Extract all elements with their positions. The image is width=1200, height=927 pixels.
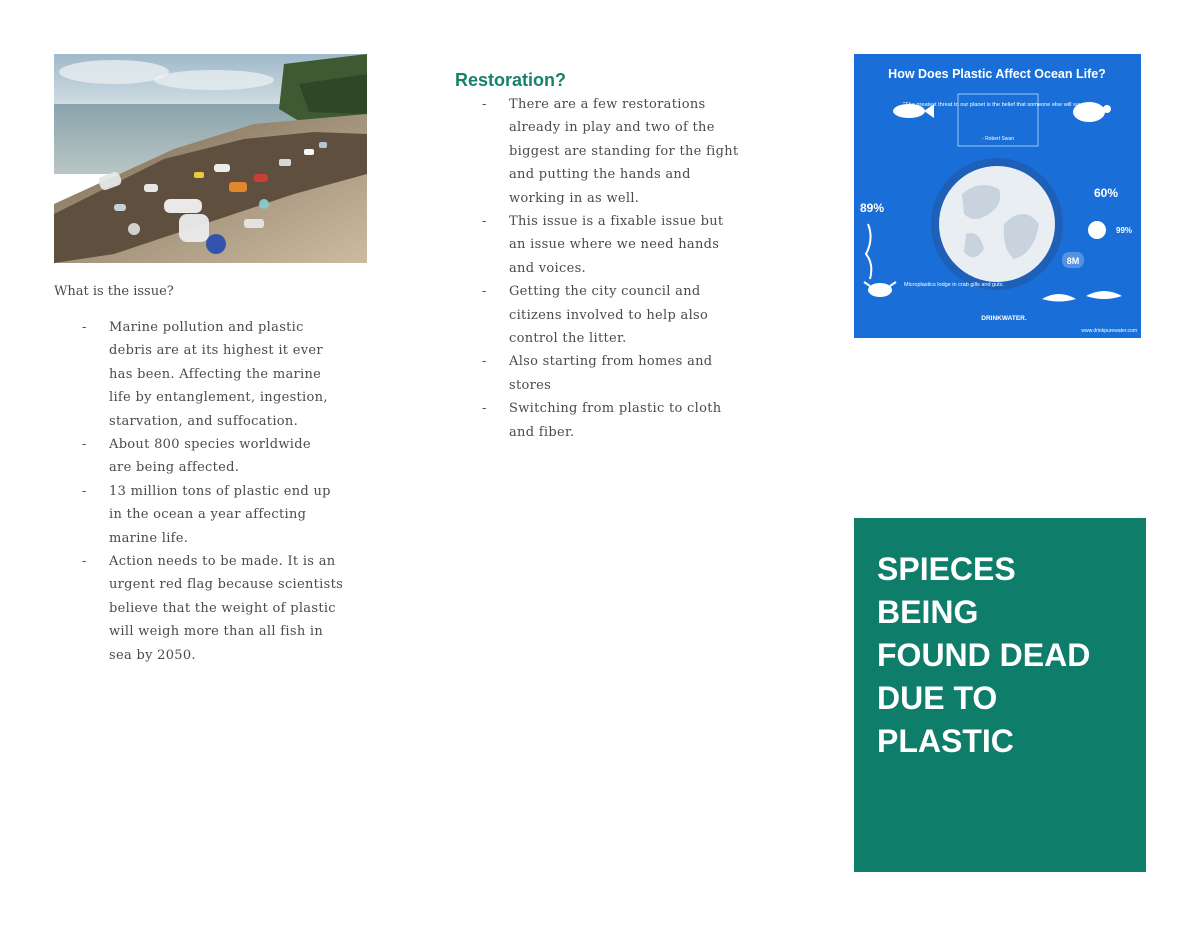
- panel-title-line: SPIECES: [877, 551, 1016, 587]
- infographic-quote-author: - Robert Swan: [982, 136, 1014, 142]
- stat-60-percent: 60%: [1094, 186, 1119, 200]
- text-line: already in play and two of the: [509, 120, 715, 136]
- panel-title: [877, 548, 1137, 763]
- text-line: Marine pollution and plastic: [109, 320, 304, 335]
- restoration-section: [455, 68, 755, 444]
- beach-pollution-photo: [54, 54, 367, 263]
- ocean-plastic-infographic: [854, 54, 1141, 338]
- text-line: citizens involved to help also: [509, 307, 709, 323]
- text-line: debris are at its highest it ever: [109, 343, 323, 359]
- text-line: About 800 species worldwide: [109, 437, 311, 453]
- stat-99-badge: [1088, 221, 1106, 239]
- beach-photo-illustration: [54, 54, 367, 263]
- text-line: working in as well.: [509, 190, 640, 206]
- text-line: biggest are standing for the fight: [509, 143, 739, 159]
- text-line: stores: [509, 377, 552, 393]
- infographic-quote: "The greatest threat to our planet is the belief that someone else will save it.": [903, 102, 1093, 108]
- restoration-bullet: [455, 93, 755, 210]
- restoration-title: Restoration?: [455, 70, 567, 90]
- text-line: Action needs to be made. It is an: [109, 554, 336, 570]
- infographic-brand: DRINKWATER.: [981, 315, 1027, 322]
- text-line: and fiber.: [509, 424, 575, 440]
- issue-heading: What is the issue?: [54, 284, 174, 299]
- panel-title-line: PLASTIC: [877, 723, 1014, 759]
- panel-title-line: DUE TO: [877, 680, 998, 716]
- text-line: Switching from plastic to cloth: [509, 401, 722, 417]
- text-line: 13 million tons of plastic end up: [109, 483, 331, 499]
- text-line: will weigh more than all fish in: [109, 624, 324, 640]
- text-line: There are a few restorations: [509, 97, 706, 112]
- issue-section: [54, 282, 354, 667]
- text-line: urgent red flag because scientists: [109, 577, 344, 593]
- infographic-graphic: [854, 54, 1141, 338]
- text-line: in the ocean a year affecting: [109, 507, 307, 523]
- issue-bullet: [54, 316, 354, 433]
- text-line: Also starting from homes and: [509, 354, 713, 370]
- restoration-bullet-list: [455, 93, 755, 444]
- text-line: marine life.: [109, 530, 189, 546]
- panel-title-line: FOUND DEAD: [877, 637, 1091, 673]
- text-line: and putting the hands and: [509, 167, 691, 183]
- issue-bullet: [54, 550, 354, 667]
- text-line: are being affected.: [109, 460, 240, 476]
- text-line: Getting the city council and: [509, 284, 701, 300]
- infographic-title: How Does Plastic Affect Ocean Life?: [888, 67, 1106, 81]
- restoration-bullet: [455, 350, 755, 397]
- stat-89-percent: 89%: [860, 201, 885, 215]
- text-line: control the litter.: [509, 331, 627, 347]
- text-line: This issue is a fixable issue but: [509, 214, 724, 230]
- text-line: has been. Affecting the marine: [109, 366, 322, 382]
- title-panel: [854, 518, 1146, 872]
- microplastic-note: Microplastics lodge in crab gills and guts.: [904, 282, 1004, 288]
- issue-bullet: [54, 480, 354, 550]
- text-line: life by entanglement, ingestion,: [109, 390, 328, 406]
- text-line: starvation, and suffocation.: [109, 413, 299, 429]
- text-line: sea by 2050.: [109, 647, 196, 663]
- infographic-website: www.drinkpurewater.com: [1081, 328, 1137, 334]
- issue-bullet-list: [54, 316, 354, 667]
- restoration-bullet: [455, 397, 755, 444]
- issue-bullet: [54, 433, 354, 480]
- restoration-bullet: [455, 280, 755, 350]
- text-line: an issue where we need hands: [509, 237, 720, 253]
- text-line: and voices.: [509, 260, 586, 276]
- restoration-bullet: [455, 210, 755, 280]
- stat-99-percent: 99%: [1116, 226, 1133, 235]
- stat-8m: 8M: [1066, 256, 1080, 266]
- panel-title-line: BEING: [877, 594, 979, 630]
- text-line: believe that the weight of plastic: [109, 600, 336, 616]
